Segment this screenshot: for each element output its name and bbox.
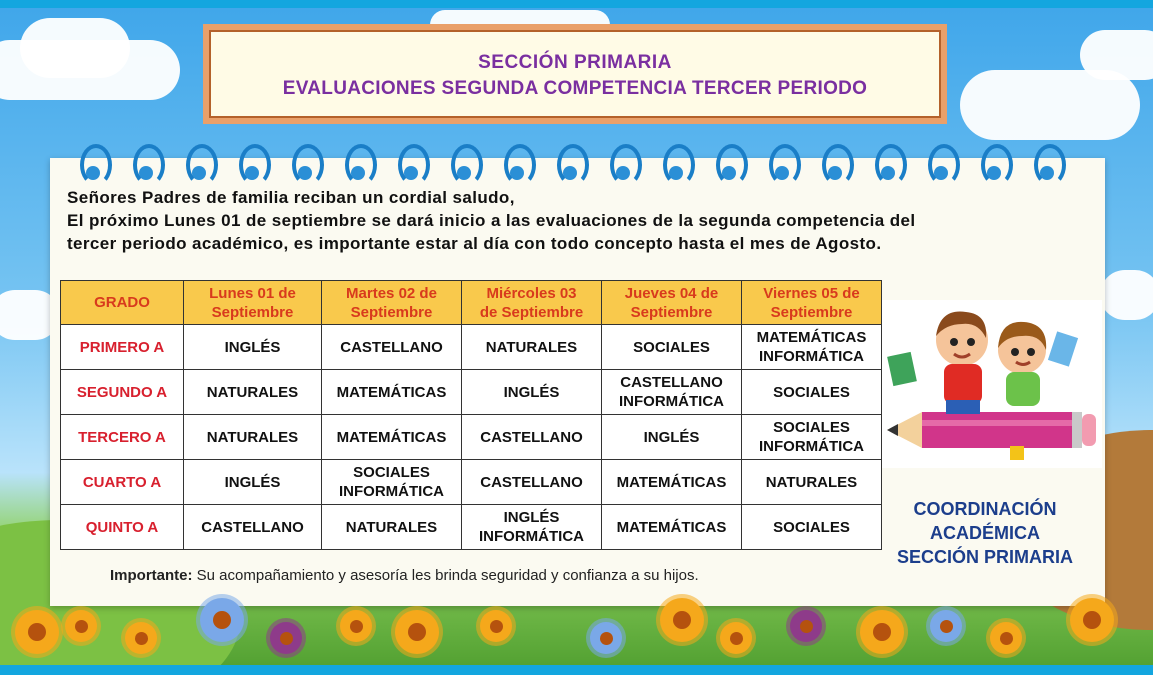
table-row [61, 415, 882, 460]
subject-cell [322, 325, 462, 370]
subject-cell [742, 370, 882, 415]
flower-center [28, 623, 46, 641]
evaluation-title: EVALUACIONES SEGUNDA COMPETENCIA TERCER PERIODO [282, 78, 868, 99]
subject-name: INGLÉS [224, 473, 281, 491]
header-grado: GRADO [61, 281, 184, 325]
binder-ring [716, 144, 748, 186]
flower-center [135, 632, 148, 645]
subject-name: INFORMÁTICA [759, 348, 864, 365]
bottom-border [0, 665, 1153, 675]
subject-name: NATURALES [206, 428, 299, 446]
subject-cell [602, 370, 742, 415]
flower-center [350, 620, 363, 633]
flower-center [730, 632, 743, 645]
subject-cell [322, 370, 462, 415]
subject-cell [602, 325, 742, 370]
grade-cell: CUARTO A [61, 460, 184, 505]
flower-center [75, 620, 88, 633]
subject-cell [184, 325, 322, 370]
binder-ring [80, 144, 112, 186]
binder-ring [1034, 144, 1066, 186]
intro-line-2: El próximo Lunes 01 de septiembre se dará inicio a las evaluaciones de la segunda competencia del [67, 211, 916, 230]
day-label: Martes 02 de [346, 284, 437, 302]
flower-center [213, 611, 231, 629]
subject-name: CASTELLANO [480, 473, 583, 491]
cloud-right-top [1080, 30, 1153, 80]
day-label: Viernes 05 de [763, 284, 860, 302]
coordination-line-3: SECCIÓN PRIMARIA [896, 547, 1073, 567]
table-row [61, 460, 882, 505]
binder-ring [133, 144, 165, 186]
subject-cell [462, 505, 602, 550]
subject-cell [742, 460, 882, 505]
subject-name: CASTELLANO [480, 428, 583, 446]
flower-center [1083, 611, 1101, 629]
binder-ring [928, 144, 960, 186]
day-label: Jueves 04 de [624, 284, 719, 302]
day-month: de Septiembre [479, 303, 584, 321]
header-day [322, 281, 462, 325]
subject-name: INGLÉS [503, 509, 560, 526]
subject-cell [184, 370, 322, 415]
binder-ring [345, 144, 377, 186]
cloud-left-top [20, 18, 130, 78]
important-text: Su acompañamiento y asesoría les brinda seguridad y confianza a su hijos. [192, 567, 699, 584]
subject-name: MATEMÁTICAS [616, 473, 727, 491]
binder-ring [610, 144, 642, 186]
binder-ring [292, 144, 324, 186]
subject-name: INGLÉS [503, 383, 560, 401]
flower-center [940, 620, 953, 633]
subject-cell [602, 460, 742, 505]
subject-name: MATEMÁTICAS [336, 428, 447, 446]
subject-name: INFORMÁTICA [479, 528, 584, 545]
day-month: Septiembre [350, 303, 433, 321]
intro-line-3: tercer periodo académico, es importante estar al día con todo concepto hasta el mes de Agosto. [67, 234, 882, 253]
day-label: Lunes 01 de [209, 284, 296, 302]
cloud-right-mid [1100, 270, 1153, 320]
header-day [462, 281, 602, 325]
subject-cell [602, 415, 742, 460]
intro-message [67, 186, 1077, 255]
subject-name: SOCIALES [773, 518, 850, 536]
grade-cell: TERCERO A [61, 415, 184, 460]
subject-name: MATEMÁTICAS [756, 329, 867, 346]
subject-name: NATURALES [765, 473, 858, 491]
subject-name: MATEMÁTICAS [336, 383, 447, 401]
flower-center [490, 620, 503, 633]
subject-cell [322, 415, 462, 460]
flower-center [1000, 632, 1013, 645]
binder-ring [398, 144, 430, 186]
subject-name: SOCIALES [773, 419, 850, 436]
subject-cell [462, 415, 602, 460]
subject-name: SOCIALES [633, 338, 710, 356]
subject-cell [462, 325, 602, 370]
subject-name: SOCIALES [773, 383, 850, 401]
evaluation-schedule-table [60, 280, 882, 550]
subject-name: INFORMÁTICA [759, 438, 864, 455]
binder-ring [663, 144, 695, 186]
subject-cell [184, 460, 322, 505]
table-row [61, 370, 882, 415]
coordination-signature [880, 497, 1090, 569]
top-border [0, 0, 1153, 8]
subject-name: INFORMÁTICA [619, 393, 724, 410]
subject-name: SOCIALES [353, 464, 430, 481]
subject-cell [322, 505, 462, 550]
day-month: Septiembre [770, 303, 853, 321]
subject-cell [462, 370, 602, 415]
header-day [184, 281, 322, 325]
flower-center [600, 632, 613, 645]
subject-name: INFORMÁTICA [339, 483, 444, 500]
grade-cell: PRIMERO A [61, 325, 184, 370]
binder-ring [451, 144, 483, 186]
subject-cell [322, 460, 462, 505]
binder-ring [769, 144, 801, 186]
subject-cell [742, 505, 882, 550]
flower-center [873, 623, 891, 641]
coordination-line-2: ACADÉMICA [930, 523, 1040, 543]
binder-ring [239, 144, 271, 186]
grade-cell: QUINTO A [61, 505, 184, 550]
subject-name: NATURALES [345, 518, 438, 536]
subject-name: CASTELLANO [340, 338, 443, 356]
binder-ring [504, 144, 536, 186]
flower-center [280, 632, 293, 645]
subject-cell [602, 505, 742, 550]
subject-cell [742, 415, 882, 460]
table-row [61, 505, 882, 550]
flower-center [408, 623, 426, 641]
subject-cell [184, 505, 322, 550]
flower-center [673, 611, 691, 629]
subject-cell [742, 325, 882, 370]
kids-on-pencil-illustration [882, 300, 1102, 468]
title-banner [203, 24, 947, 124]
subject-name: NATURALES [206, 383, 299, 401]
section-title: SECCIÓN PRIMARIA [478, 52, 672, 73]
subject-cell [462, 460, 602, 505]
important-label: Importante: [110, 567, 193, 584]
coordination-line-1: COORDINACIÓN [913, 499, 1057, 519]
greeting-line: Señores Padres de familia reciban un cordial saludo, [67, 188, 515, 207]
day-month: Septiembre [630, 303, 713, 321]
subject-name: INGLÉS [224, 338, 281, 356]
grade-cell: SEGUNDO A [61, 370, 184, 415]
binder-ring [186, 144, 218, 186]
day-label: Miércoles 03 [486, 284, 577, 302]
table-row [61, 325, 882, 370]
cloud-right [960, 70, 1140, 140]
header-day [602, 281, 742, 325]
important-note [110, 567, 699, 584]
table-header-row [61, 281, 882, 325]
subject-cell [184, 415, 322, 460]
subject-name: INGLÉS [643, 428, 700, 446]
binder-ring [822, 144, 854, 186]
flower-center [800, 620, 813, 633]
subject-name: MATEMÁTICAS [616, 518, 727, 536]
day-month: Septiembre [211, 303, 294, 321]
subject-name: CASTELLANO [201, 518, 304, 536]
binder-ring [557, 144, 589, 186]
header-day [742, 281, 882, 325]
subject-name: NATURALES [485, 338, 578, 356]
binder-ring [981, 144, 1013, 186]
binder-ring [875, 144, 907, 186]
subject-name: CASTELLANO [620, 374, 723, 391]
